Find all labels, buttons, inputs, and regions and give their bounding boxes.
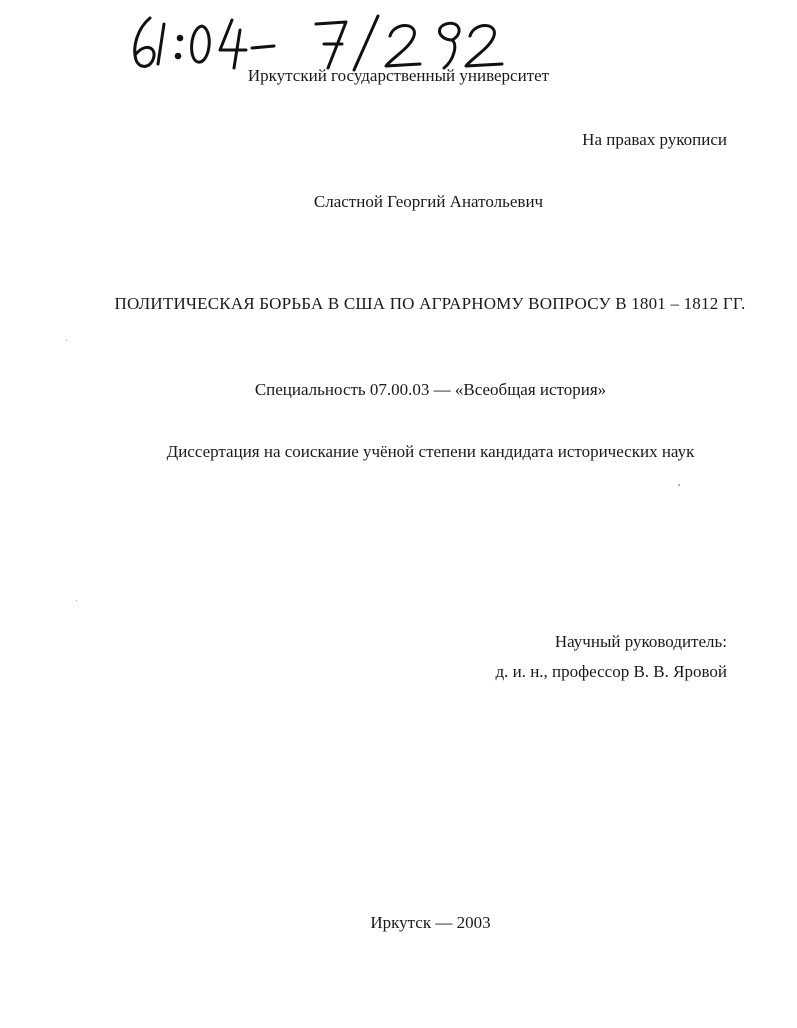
scan-speck (678, 484, 680, 486)
supervisor-name: д. и. н., профессор В. В. Яровой (495, 662, 727, 681)
handwritten-archive-code (128, 10, 508, 74)
specialty: Специальность 07.00.03 — «Всеобщая история» (254, 380, 607, 399)
author-name: Сластной Георгий Анатольевич (313, 192, 544, 211)
dissertation-type: Диссертация на соискание учёной степени кандидата исторических наук (166, 442, 695, 461)
scan-speck (66, 340, 67, 341)
supervisor-label: Научный руководитель: (554, 632, 727, 651)
university-name: Иркутский государственный университет (247, 66, 550, 85)
dissertation-title: ПОЛИТИЧЕСКАЯ БОРЬБА В США ПО АГРАРНОМУ ВОПРОСУ В 1801 – 1812 ГГ. (114, 294, 746, 313)
manuscript-rights-note: На правах рукописи (582, 130, 727, 149)
scan-speck (76, 600, 77, 601)
place-and-year: Иркутск — 2003 (370, 913, 491, 932)
